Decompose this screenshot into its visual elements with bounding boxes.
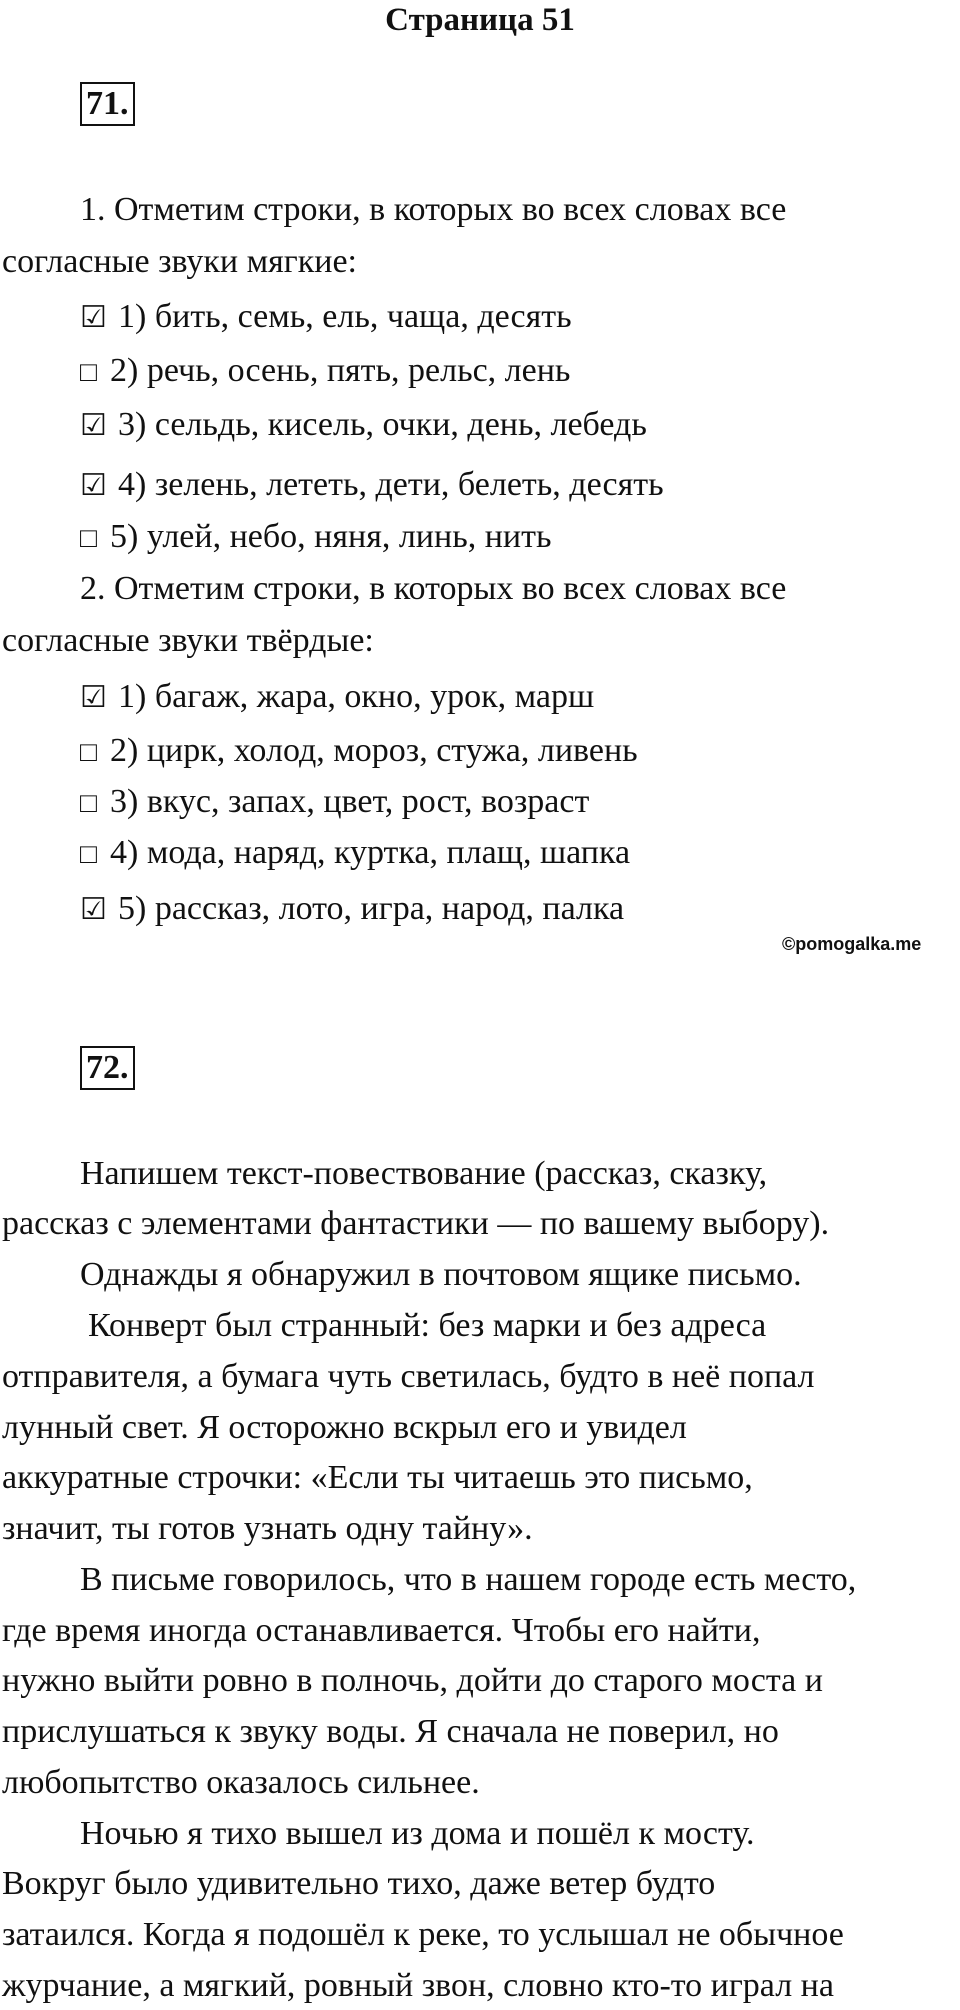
item-text: 1) багаж, жара, окно, урок, марш <box>118 678 595 715</box>
task-72-line-2: рассказ с элементами фантастики — по вашему выбору). <box>2 1205 830 1242</box>
task-71-q1-item-5 <box>80 513 551 563</box>
task-72-line-7: аккуратные строчки: «Если ты читаешь это письмо, <box>2 1459 753 1496</box>
checkbox-checked-icon: ☑ <box>80 681 107 714</box>
task-72-line-10: где время иногда останавливается. Чтобы его найти, <box>2 1612 761 1649</box>
task-72-line-5: отправителя, а бумага чуть светилась, будто в неё попал <box>2 1358 815 1395</box>
task-71-q1-item-1 <box>80 293 572 342</box>
item-text: 2) цирк, холод, мороз, стужа, ливень <box>110 732 638 769</box>
checkbox-empty-icon: □ <box>80 523 97 554</box>
checkbox-checked-icon: ☑ <box>80 301 107 334</box>
item-text: 3) сельдь, кисель, очки, день, лебедь <box>118 406 647 443</box>
task-72-line-8: значит, ты готов узнать одну тайну». <box>2 1510 533 1547</box>
task-71-q1-item-4 <box>80 461 664 510</box>
task-72-line-6: лунный свет. Я осторожно вскрыл его и увидел <box>2 1409 687 1446</box>
task-72-line-9: В письме говорилось, что в нашем городе есть место, <box>80 1561 857 1598</box>
checkbox-checked-icon: ☑ <box>80 893 107 926</box>
task-72-line-12: прислушаться к звуку воды. Я сначала не поверил, но <box>2 1713 779 1750</box>
item-text: 5) рассказ, лото, игра, народ, палка <box>118 890 625 927</box>
item-text: 3) вкус, запах, цвет, рост, возраст <box>110 783 590 820</box>
task-72-line-13: любопытство оказалось сильнее. <box>2 1764 480 1801</box>
task-71-q2-item-1 <box>80 673 594 722</box>
task-71-q2-item-5 <box>80 885 624 934</box>
task-71-question-2-line-1: 2. Отметим строки, в которых во всех словах все <box>80 570 787 607</box>
task-72-line-4: Конверт был странный: без марки и без адреса <box>88 1307 767 1344</box>
task-72-number: 72. <box>80 1046 135 1090</box>
item-text: 4) зелень, лететь, дети, белеть, десять <box>118 466 664 503</box>
checkbox-empty-icon: □ <box>80 357 97 388</box>
checkbox-checked-icon: ☑ <box>80 409 107 442</box>
item-text: 4) мода, наряд, куртка, плащ, шапка <box>110 834 631 871</box>
checkbox-empty-icon: □ <box>80 839 97 870</box>
task-71-question-1-line-1: 1. Отметим строки, в которых во всех словах все <box>80 191 787 228</box>
checkbox-checked-icon: ☑ <box>80 469 107 502</box>
watermark: ©pomogalka.me <box>782 934 922 954</box>
item-text: 5) улей, небо, няня, линь, нить <box>110 518 552 555</box>
task-72-line-15: Вокруг было удивительно тихо, даже ветер будто <box>2 1865 716 1902</box>
task-71-question-1-line-2: согласные звуки мягкие: <box>2 243 357 280</box>
task-71-question-2-line-2: согласные звуки твёрдые: <box>2 622 374 659</box>
task-72-line-11: нужно выйти ровно в полночь, дойти до старого моста и <box>2 1662 823 1699</box>
checkbox-empty-icon: □ <box>80 737 97 768</box>
task-72-line-14: Ночью я тихо вышел из дома и пошёл к мосту. <box>80 1815 755 1852</box>
task-72-line-3: Однажды я обнаружил в почтовом ящике письмо. <box>80 1256 802 1293</box>
task-71-q2-item-4 <box>80 829 630 879</box>
task-71-number: 71. <box>80 82 135 126</box>
task-72-line-16: затаился. Когда я подошёл к реке, то услышал не обычное <box>2 1916 844 1953</box>
checkbox-empty-icon: □ <box>80 788 97 819</box>
page-title: Страница 51 <box>385 2 575 38</box>
item-text: 1) бить, семь, ель, чаща, десять <box>118 298 572 335</box>
task-71-q2-item-2 <box>80 727 638 777</box>
task-71-q2-item-3 <box>80 778 589 828</box>
task-71-q1-item-3 <box>80 401 647 450</box>
task-72-line-1: Напишем текст-повествование (рассказ, сказку, <box>80 1155 768 1192</box>
item-text: 2) речь, осень, пять, рельс, лень <box>110 352 571 389</box>
task-71-q1-item-2 <box>80 347 570 397</box>
task-72-line-17: журчание, а мягкий, ровный звон, словно кто-то играл на <box>2 1967 834 2004</box>
